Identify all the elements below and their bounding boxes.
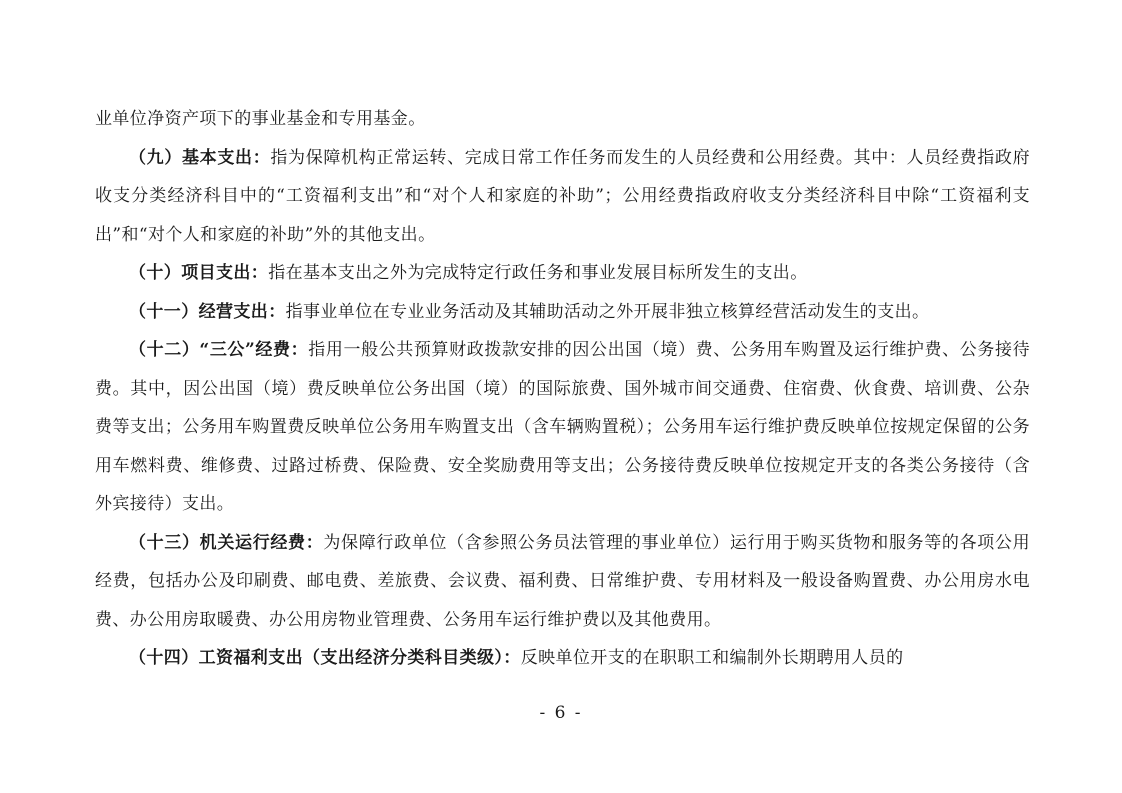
paragraph-text: 指为保障机构正常运转、完成日常工作任务而发生的人员经费和公用经费。其中：人员经费指政府收支分类经济科目中的“工资福利支出”和“对个人和家庭的补助”；公用经费指政府收支分类经济科目中除“工资福利支出”和“对个人和家庭的补助”外的其他支出。 (95, 147, 1030, 245)
paragraph-operating-expenditure (95, 293, 1030, 332)
paragraph-text: 指用一般公共预算财政拨款安排的因公出国（境）费、公务用车购置及运行维护费、公务接待费。其中，因公出国（境）费反映单位公务出国（境）的国际旅费、国外城市间交通费、住宿费、伙食费、培训费、公杂费等支出；公务用车购置费反映单位公务用车购置支出（含车辆购置税）；公务用车运行维护费反映单位按规定保留的公务用车燃料费、维修费、过路过桥费、保险费、安全奖励费用等支出；公务接待费反映单位按规定开支的各类公务接待（含外宾接待）支出。 (95, 340, 1030, 514)
paragraph-agency-operating-funds (95, 524, 1030, 640)
paragraph-wage-welfare-expenditure (95, 639, 1030, 678)
paragraph-text: 为保障行政单位（含参照公务员法管理的事业单位）运行用于购买货物和服务等的各项公用经费，包括办公及印刷费、邮电费、差旅费、会议费、福利费、日常维护费、专用材料及一般设备购置费、办公用房水电费、办公用房取暖费、办公用房物业管理费、公务用车运行维护费以及其他费用。 (95, 532, 1030, 630)
paragraph-three-public-expenses (95, 331, 1030, 524)
paragraph-text: 指事业单位在专业业务活动及其辅助活动之外开展非独立核算经营活动发生的支出。 (285, 301, 930, 322)
term-heading: （十）项目支出： (129, 263, 269, 283)
paragraph-basic-expenditure (95, 139, 1030, 255)
page-number: - 6 - (539, 703, 583, 723)
term-heading: （十一）经营支出： (129, 301, 286, 322)
paragraph-project-expenditure (95, 254, 1030, 293)
term-heading: （十三）机关运行经费： (129, 532, 324, 553)
document-body (95, 100, 1030, 678)
term-heading: （十二）“三公”经费： (129, 340, 309, 360)
paragraph-text: 反映单位开支的在职职工和编制外长期聘用人员的 (520, 648, 904, 668)
term-heading: （十四）工资福利支出（支出经济分类科目类级）： (129, 648, 521, 668)
term-heading: （九）基本支出： (129, 147, 271, 168)
paragraph-continuation (95, 100, 1030, 139)
paragraph-text: 指在基本支出之外为完成特定行政任务和事业发展目标所发生的支出。 (268, 263, 808, 283)
paragraph-text: 业单位净资产项下的事业基金和专用基金。 (95, 109, 426, 129)
